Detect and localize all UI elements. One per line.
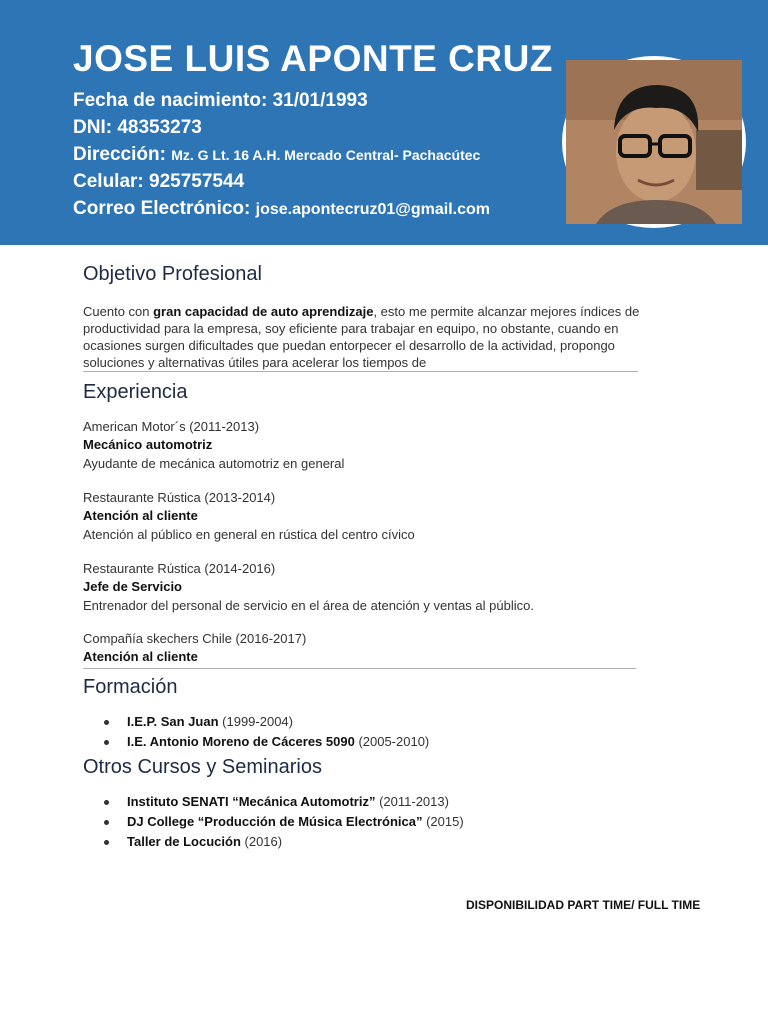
objective-text-bold: gran capacidad de auto aprendizaje — [153, 304, 374, 319]
education-school: I.E. Antonio Moreno de Cáceres 5090 — [127, 734, 355, 749]
experience-title: Experiencia — [83, 381, 188, 403]
experience-divider — [83, 668, 636, 669]
candidate-name: JOSE LUIS APONTE CRUZ — [73, 38, 553, 79]
course-name: Instituto SENATI “Mecánica Automotriz” — [127, 794, 376, 809]
profile-photo — [562, 56, 746, 228]
experience-company: Restaurante Rústica (2013-2014) — [83, 490, 276, 505]
bullet-icon — [104, 800, 109, 805]
phone-value: 925757544 — [149, 171, 245, 192]
experience-role: Mecánico automotriz — [83, 437, 213, 452]
address-label: Dirección: — [73, 144, 166, 165]
course-name: DJ College “Producción de Música Electrónica” — [127, 814, 423, 829]
course-years: (2016) — [244, 834, 283, 849]
education-school: I.E.P. San Juan — [127, 714, 219, 729]
objective-divider — [83, 371, 638, 372]
course-years: (2015) — [426, 814, 464, 829]
portrait-image — [566, 60, 742, 224]
course-years: (2011-2013) — [379, 794, 449, 809]
experience-description: Atención al público en general en rústica del centro cívico — [83, 527, 415, 542]
availability-note: DISPONIBILIDAD PART TIME/ FULL TIME — [466, 898, 701, 912]
address-value: Mz. G Lt. 16 A.H. Mercado Central- Pachacútec — [171, 147, 481, 163]
experience-company: American Motor´s (2011-2013) — [83, 419, 260, 434]
experience-role: Atención al cliente — [83, 508, 198, 523]
education-item — [104, 734, 429, 749]
course-item — [104, 814, 464, 829]
email-line — [73, 198, 490, 220]
objective-title: Objetivo Profesional — [83, 263, 262, 285]
address-line — [73, 144, 480, 166]
bullet-icon — [104, 720, 109, 725]
courses-title: Otros Cursos y Seminarios — [83, 756, 322, 778]
birth-date-label: Fecha de nacimiento: — [73, 90, 268, 111]
dni-value: 48353273 — [117, 117, 202, 138]
course-name: Taller de Locución — [127, 834, 241, 849]
dni-line — [73, 117, 202, 139]
experience-description: Ayudante de mecánica automotriz en general — [83, 456, 345, 471]
bullet-icon — [104, 820, 109, 825]
objective-text-start: Cuento con — [83, 304, 154, 319]
phone-line — [73, 171, 244, 193]
birth-date-value: 31/01/1993 — [272, 90, 368, 111]
course-item — [104, 834, 283, 849]
bullet-icon — [104, 740, 109, 745]
objective-paragraph — [83, 303, 643, 370]
header-banner — [0, 0, 768, 245]
email-value: jose.apontecruz01@gmail.com — [255, 201, 490, 218]
course-item — [104, 794, 449, 809]
experience-company: Restaurante Rústica (2014-2016) — [83, 561, 276, 576]
phone-label: Celular: — [73, 171, 144, 192]
experience-company: Compañía skechers Chile (2016-2017) — [83, 631, 307, 646]
experience-role: Jefe de Servicio — [83, 579, 182, 594]
email-label: Correo Electrónico: — [73, 198, 251, 219]
objective-text-end: , esto me permite alcanzar mejores índices de productividad para la empresa, soy eficiente para trabajar en equipo, no obstante, cuando en ocasiones surgen dificultades que puedan entorpecer el desarrollo de la actividad, propongo soluciones y alternativas útiles para acelerar los tiempos de — [83, 304, 640, 370]
experience-role: Atención al cliente — [83, 649, 198, 664]
education-title: Formación — [83, 676, 178, 698]
bullet-icon — [104, 840, 109, 845]
dni-label: DNI: — [73, 117, 113, 138]
education-years: (2005-2010) — [358, 734, 430, 749]
education-item — [104, 714, 293, 729]
experience-description: Entrenador del personal de servicio en el área de atención y ventas al público. — [83, 598, 534, 613]
birth-date-line — [73, 90, 368, 112]
education-years: (1999-2004) — [222, 714, 293, 729]
